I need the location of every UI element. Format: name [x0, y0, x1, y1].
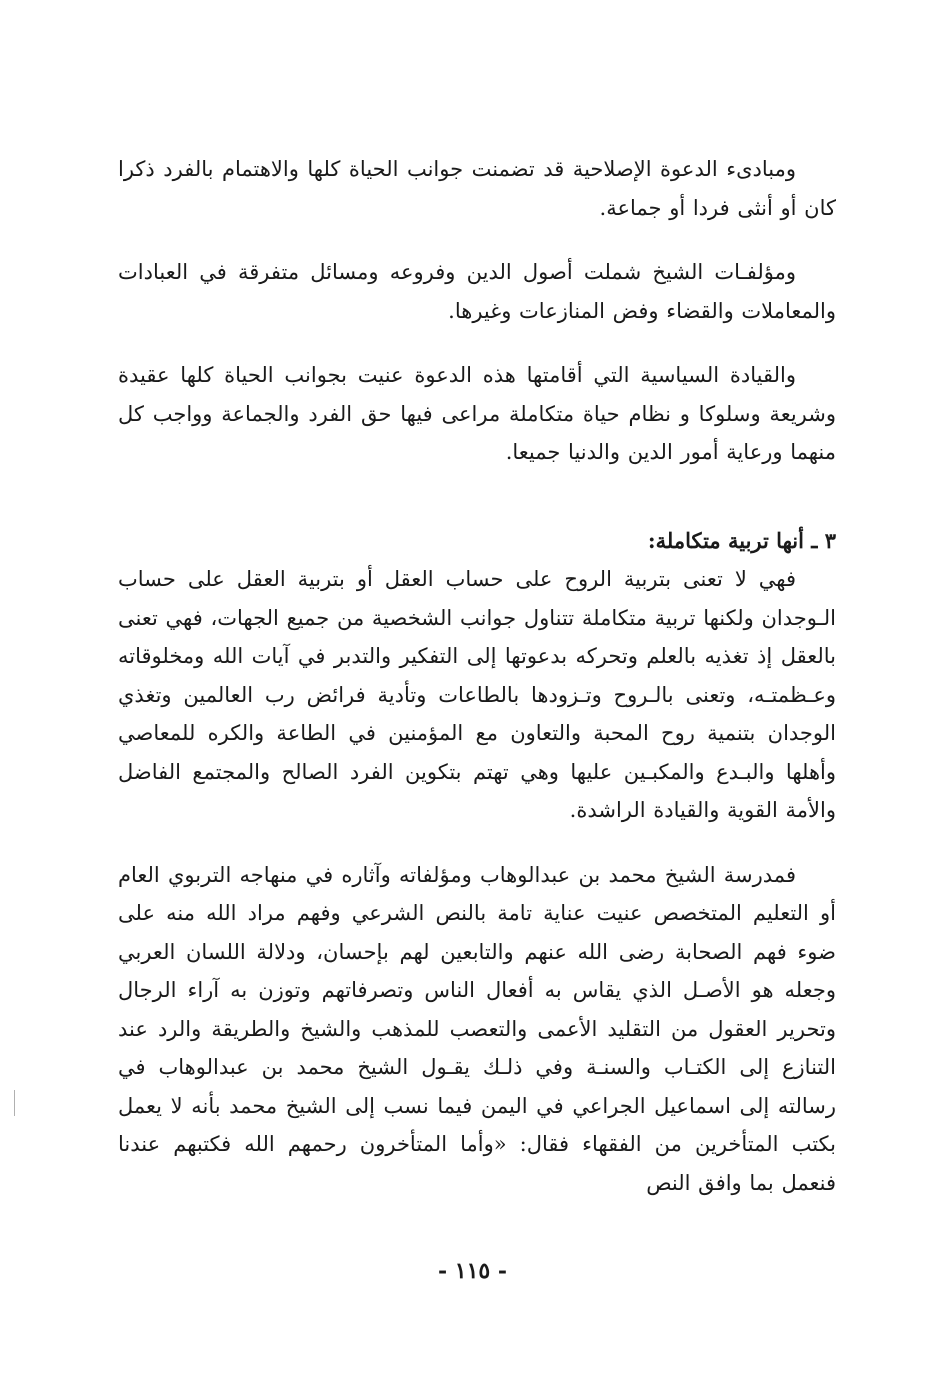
paragraph-integrated-education: فهي لا تعنى بتربية الروح على حساب العقل أو بتربية العقل على حساب الـوجدان ولكنها تربية متكاملة تتناول جوانب الشخصية من جميع الجهات، فهي تعنى بالعقل إذ تغذيه بالعلم وتحركه بدعوتها إلى التفكير والتدبر في آيات الله ومخلوقاته وعـظمتـه، وتعنى بالـروح وتـزودها بالطاعات وتأدية فرائض رب العالمين وتغذي الوجدان بتنمية روح المحبة والتعاون مع المؤمنين في الطاعة والكره للمعاصي وأهلها والبـدع والمكبـين عليها وهي تهتم بتكوين الفرد الصالح والمجتمع الفاضل والأمة القوية والقيادة الراشدة.	[118, 567, 836, 822]
margin-mark	[14, 1090, 15, 1116]
page-number: - ١١٥ -	[437, 1258, 508, 1284]
document-body	[118, 150, 836, 1202]
paragraph-sheikh-school: فمدرسة الشيخ محمد بن عبدالوهاب ومؤلفاته وآثاره في منهاجه التربوي العام أو التعليم المتخصص عنيت عناية تامة بالنص الشرعي وفهم مراد الله منه على ضوء فهم الصحابة رضى الله عنهم والتابعين لهم بإحسان، ودلالة اللسان العربي وجعله هو الأصـل الذي يقاس به أفعال الناس وتصرفاتهم وتوزن به آراء الرجال وتحرير العقول من التقليد الأعمى والتعصب للمذهب والشيخ والطريقة والرد عند التنازع إلى الكتـاب والسنـة وفي ذلـك يقـول الشيخ محمد بن عبدالوهاب في رسالته إلى اسماعيل الجراعي في اليمن فيما نسب إلى الشيخ محمد بأنه لا يعمل بكتب المتأخرين من الفقهاء فقال: «وأما المتأخرون رحمهم الله فكتبهم عندنا فنعمل بما وافق النص	[118, 862, 836, 1195]
paragraph-political-leadership: والقيادة السياسية التي أقامتها هذه الدعوة عنيت بجوانب الحياة كلها عقيدة وشريعة وسلوكا و نظام حياة متكاملة مراعى فيها حق الفرد والجماعة وواجب كل منهما ورعاية أمور الدين والدنيا جميعا.	[118, 363, 836, 464]
paragraph-sheikh-works: ومؤلفـات الشيخ شملت أصول الدين وفروعه ومسائل متفرقة في العبادات والمعاملات والقضاء وفض المنازعات وغيرها.	[118, 260, 836, 323]
section-heading: ٣ ـ أنها تربية متكاملة:	[647, 527, 836, 553]
paragraph-reform-principles: ومبادىء الدعوة الإصلاحية قد تضمنت جوانب الحياة كلها والاهتمام بالفرد ذكرا كان أو أنثى فردا أو جماعة.	[118, 157, 836, 220]
